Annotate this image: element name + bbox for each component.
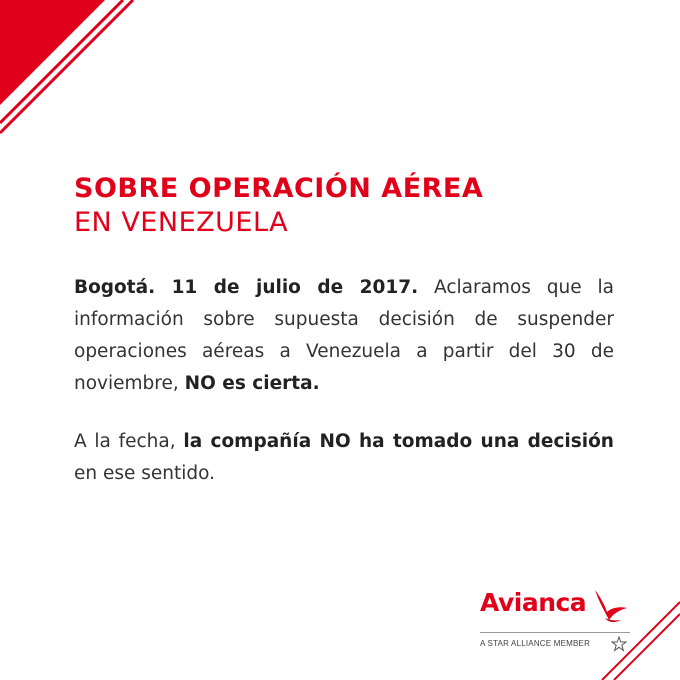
logo-divider bbox=[480, 632, 630, 633]
avianca-bird-icon bbox=[591, 590, 629, 630]
corner-decoration-top-left bbox=[0, 0, 140, 140]
paragraph-2-emphasis: la compañía NO ha tomado una decisión bbox=[183, 431, 614, 452]
statement-body bbox=[74, 272, 614, 516]
paragraph-1 bbox=[74, 272, 614, 400]
page-title bbox=[74, 172, 483, 240]
title-line-1: SOBRE OPERACIÓN AÉREA bbox=[74, 173, 484, 204]
paragraph-2-end: en ese sentido. bbox=[74, 463, 216, 484]
logo-tagline: A STAR ALLIANCE MEMBER bbox=[480, 639, 591, 648]
logo-wordmark: Avianca bbox=[480, 588, 587, 617]
paragraph-2-lead: A la fecha, bbox=[74, 431, 184, 452]
dateline: Bogotá. 11 de julio de 2017. bbox=[74, 277, 419, 298]
paragraph-1-emphasis: NO es cierta. bbox=[184, 373, 320, 394]
paragraph-1-text: Aclaramos que la información sobre supuesta decisión de suspender operaciones aéreas a Venezuela a partir del 30 de noviembre, bbox=[74, 277, 614, 394]
avianca-logo bbox=[478, 588, 648, 658]
title-line-2: EN VENEZUELA bbox=[74, 207, 289, 238]
star-alliance-icon bbox=[611, 636, 627, 652]
paragraph-2 bbox=[74, 426, 614, 490]
